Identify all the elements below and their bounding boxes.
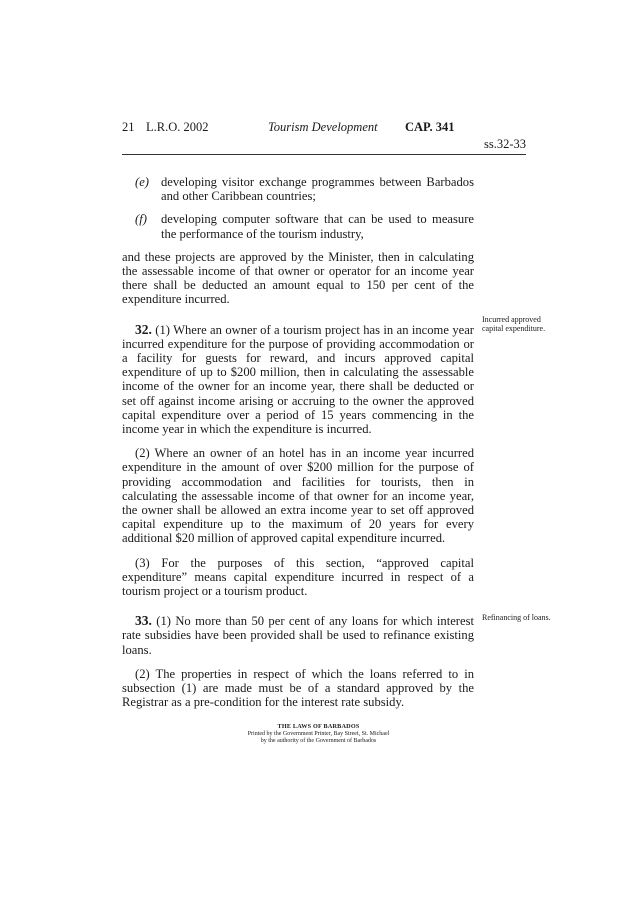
header-rule (122, 154, 526, 155)
list-item-f (122, 212, 474, 240)
footer-printer-line: Printed by the Government Printer, Bay Street, St. Michael (247, 730, 390, 737)
item-text: developing computer software that can be used to measure the performance of the tourism industry, (161, 212, 474, 241)
item-label: (f) (135, 212, 147, 227)
section-32-subsection-3: (3) For the purposes of this section, “approved capital expenditure” means capital expenditure incurred in respect of a tourism project or a tourism product. (122, 555, 474, 599)
page-footer (200, 723, 437, 746)
chapter-number: CAP. 341 (405, 120, 455, 134)
section-33-subsection-2: (2) The properties in respect of which the loans referred to in subsection (1) are made must be of a standard approved by the Registrar as a pre-condition for the interest rate subsidy. (122, 666, 474, 710)
act-title: Tourism Development (268, 120, 378, 134)
subsection-text: (1) No more than 50 per cent of any loans for which interest rate subsidies have been provided shall be used to refinance existing loans. (122, 614, 474, 657)
marginal-note-section-33: Refinancing of loans. (482, 613, 551, 622)
section-32-subsection-1 (122, 323, 474, 437)
footer-title: THE LAWS OF BARBADOS (277, 723, 360, 730)
section-number: 33. (135, 613, 152, 629)
page-number: 21 (122, 120, 135, 134)
list-item-e (122, 175, 474, 203)
section-range: ss.32-33 (483, 137, 526, 151)
revision-label: L.R.O. 2002 (146, 120, 209, 134)
footer-authority-line: by the authority of the Government of Barbados (260, 738, 377, 744)
closing-paragraph: and these projects are approved by the Minister, then in calculating the assessable income of that owner or operator for an income year there shall be deducted an amount equal to 150 per cent of the expenditure incurred. (122, 249, 474, 307)
document-body (122, 175, 474, 720)
item-label: (e) (135, 175, 149, 189)
section-number: 32. (135, 321, 152, 337)
marginal-note-section-32: Incurred approved capital expenditure. (482, 315, 546, 333)
item-text: developing visitor exchange programmes between Barbados and other Caribbean countries; (161, 175, 474, 204)
section-33-subsection-1 (122, 614, 474, 657)
section-32-subsection-2: (2) Where an owner of an hotel has in an income year incurred expenditure in the amount of over $200 million for the purpose of providing accommodation and facilities for tourists, then in calculating the assessable income of that owner for an income year, the owner shall be allowed an extra income year to set off approved capital expenditure up to the maximum of 20 years for every additional $20 million of approved capital expenditure incurred. (122, 446, 474, 546)
subsection-text: (1) Where an owner of a tourism project has in an income year incurred expenditure for the purpose of providing accommodation or a facility for guests for reward, and incurs approved capital expenditure of up to $200 million, then in calculating the assessable income of the owner for an income year, there shall be deducted or set off against income arising or accruing to the owner the approved capital expenditure over a period of 15 years commencing in the income year in which the expenditure is incurred. (122, 322, 474, 437)
